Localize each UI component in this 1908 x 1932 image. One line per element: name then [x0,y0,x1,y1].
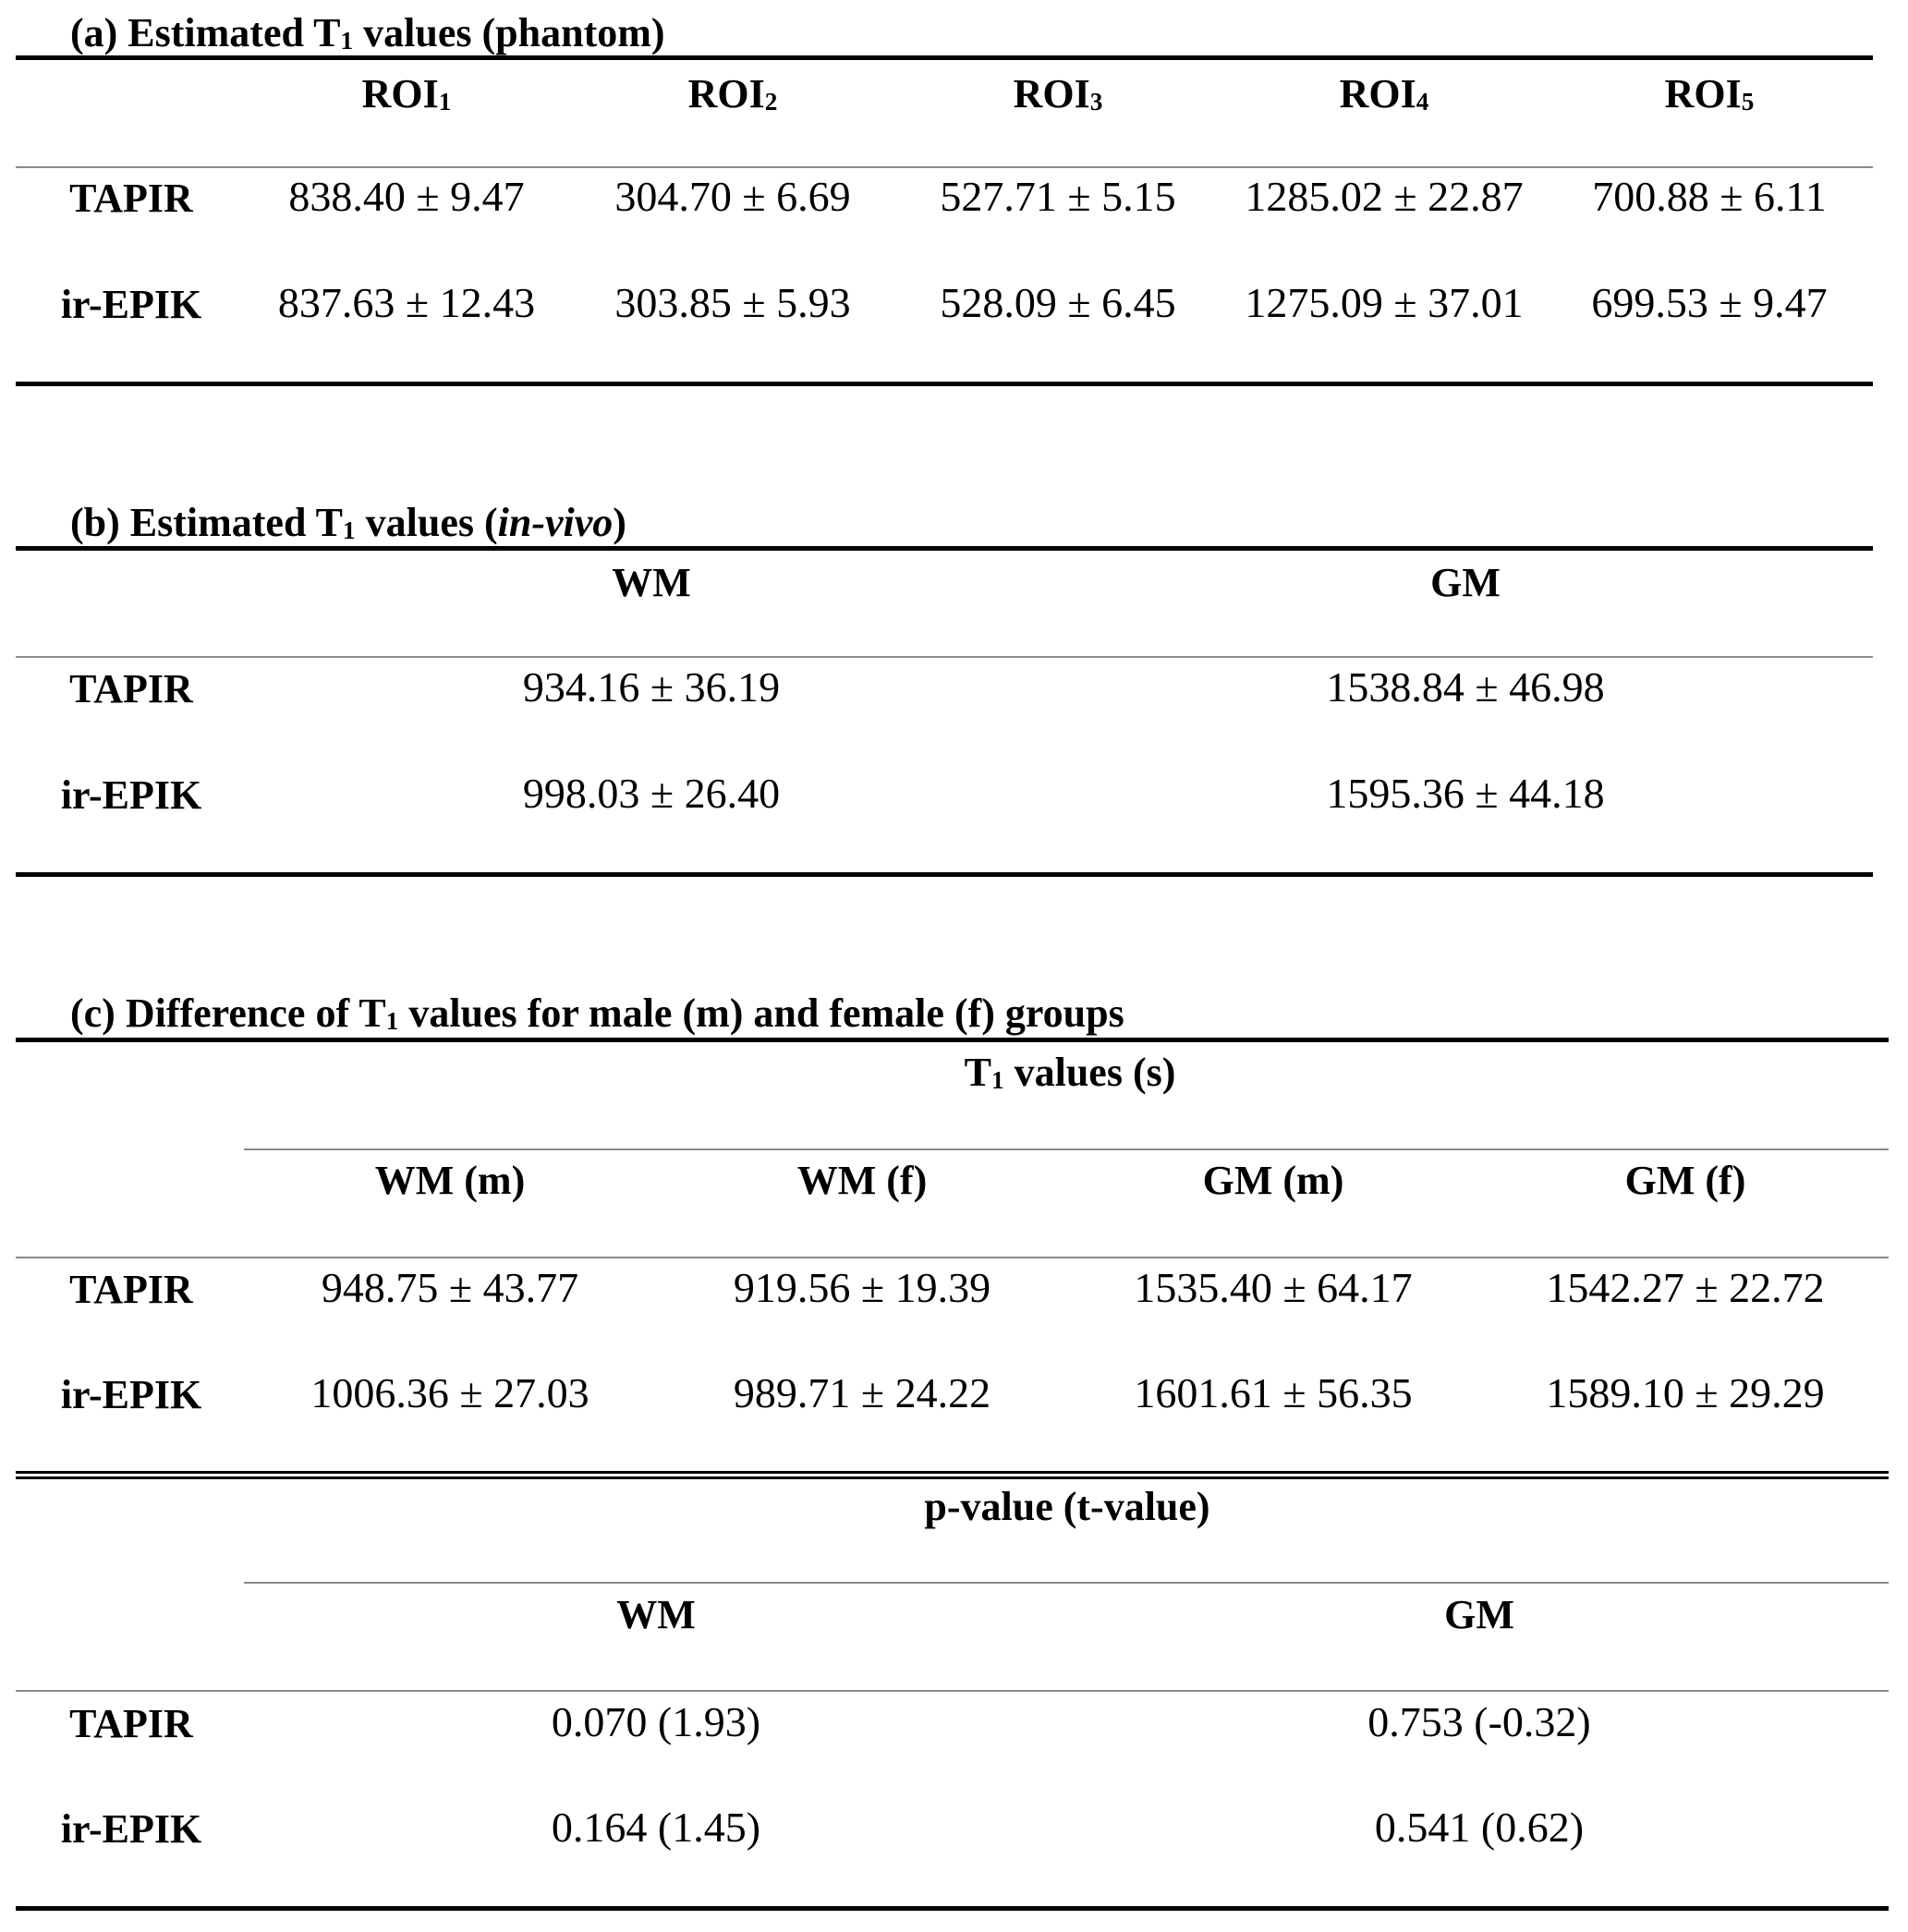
row-label-ir-epik: ir-EPIK [60,1806,202,1852]
table-cell: 919.56 ± 19.39 [733,1264,991,1311]
col-header-wm: WM [612,560,691,605]
section-b-top-rule [16,546,1873,551]
col-header-roi2: $ROI_2$ [687,71,778,116]
table-cell: 304.70 ± 6.69 [614,173,851,220]
group1-header-rule [16,1257,1889,1258]
table-cell: 989.71 ± 24.22 [733,1369,991,1416]
col-header-roi4: $ROI_4$ [1339,71,1429,116]
table-cell: 998.03 ± 26.40 [522,770,781,817]
table-cell: 1595.36 ± 44.18 [1326,770,1605,817]
section-a-top-rule [16,55,1873,60]
section-c-bottom-rule [16,1906,1889,1911]
table-cell: 1006.36 ± 27.03 [310,1369,589,1416]
table-cell: 948.75 ± 43.77 [321,1264,579,1311]
table-cell: 1542.27 ± 22.72 [1546,1264,1825,1311]
table-cell: 0.164 (1.45) [551,1804,761,1851]
section-b-bottom-rule [16,872,1873,877]
section-a-header-rule [16,166,1873,168]
section-b-header-rule [16,656,1873,658]
table-cell: 1285.02 ± 22.87 [1245,173,1524,220]
table-cell: 699.53 ± 9.47 [1591,279,1828,326]
table-cell: 1538.84 ± 46.98 [1326,663,1605,711]
table-cell: 934.16 ± 36.19 [522,663,781,711]
group-header-p-value: p-value (t-value) [924,1484,1210,1529]
col-header-gm-m: GM (m) [1202,1158,1344,1203]
table-cell: 837.63 ± 12.43 [277,279,536,326]
table-cell: 0.753 (-0.32) [1367,1698,1591,1745]
col-header-gm: GM [1430,560,1501,605]
group-header-t1-values: $T_1$ values (s) [964,1050,1176,1095]
row-label-ir-epik: ir-EPIK [60,1372,202,1417]
table-cell: 303.85 ± 5.93 [614,279,851,326]
row-label-tapir: TAPIR [69,666,193,711]
col-header-wm-m: WM (m) [374,1158,526,1203]
double-rule-top [16,1471,1889,1474]
row-label-ir-epik: ir-EPIK [60,282,202,327]
table-cell: 700.88 ± 6.11 [1592,173,1827,220]
col-header-gm: GM [1444,1592,1514,1637]
section-a-bottom-rule [16,382,1873,386]
table-cell: 1275.09 ± 37.01 [1245,279,1524,326]
table-cell: 1601.61 ± 56.35 [1134,1369,1413,1416]
row-label-tapir: TAPIR [69,1267,193,1312]
col-header-gm-f: GM (f) [1624,1158,1746,1203]
table-cell: 1589.10 ± 29.29 [1546,1369,1825,1416]
table-cell: 0.541 (0.62) [1374,1804,1585,1851]
row-label-tapir: TAPIR [69,1701,193,1746]
table-cell: 1535.40 ± 64.17 [1134,1264,1413,1311]
col-header-wm: WM [616,1592,696,1637]
group1-span-rule [244,1148,1889,1150]
row-label-tapir: TAPIR [69,176,193,221]
table-cell: 838.40 ± 9.47 [288,173,525,220]
group2-span-rule [244,1582,1889,1584]
section-a-title: (a) Estimated $T_1$ values (phantom) [70,10,665,55]
section-c-top-rule [16,1038,1889,1042]
col-header-roi5: $ROI_5$ [1664,71,1755,116]
group2-header-rule [16,1690,1889,1692]
table-cell: 0.070 (1.93) [551,1698,761,1745]
row-label-ir-epik: ir-EPIK [60,772,202,818]
table-cell: 528.09 ± 6.45 [940,279,1176,326]
col-header-roi1: $ROI_1$ [361,71,452,116]
table-cell: 527.71 ± 5.15 [940,173,1176,220]
section-c-title: (c) Difference of $T_1$ values for male (m) and female (f) groups [70,990,1124,1036]
col-header-roi3: $ROI_3$ [1013,71,1103,116]
col-header-wm-f: WM (f) [796,1158,928,1203]
section-b-title: (b) Estimated $T_1$ values (in-vivo) [70,500,626,545]
double-rule-bottom [16,1476,1889,1479]
